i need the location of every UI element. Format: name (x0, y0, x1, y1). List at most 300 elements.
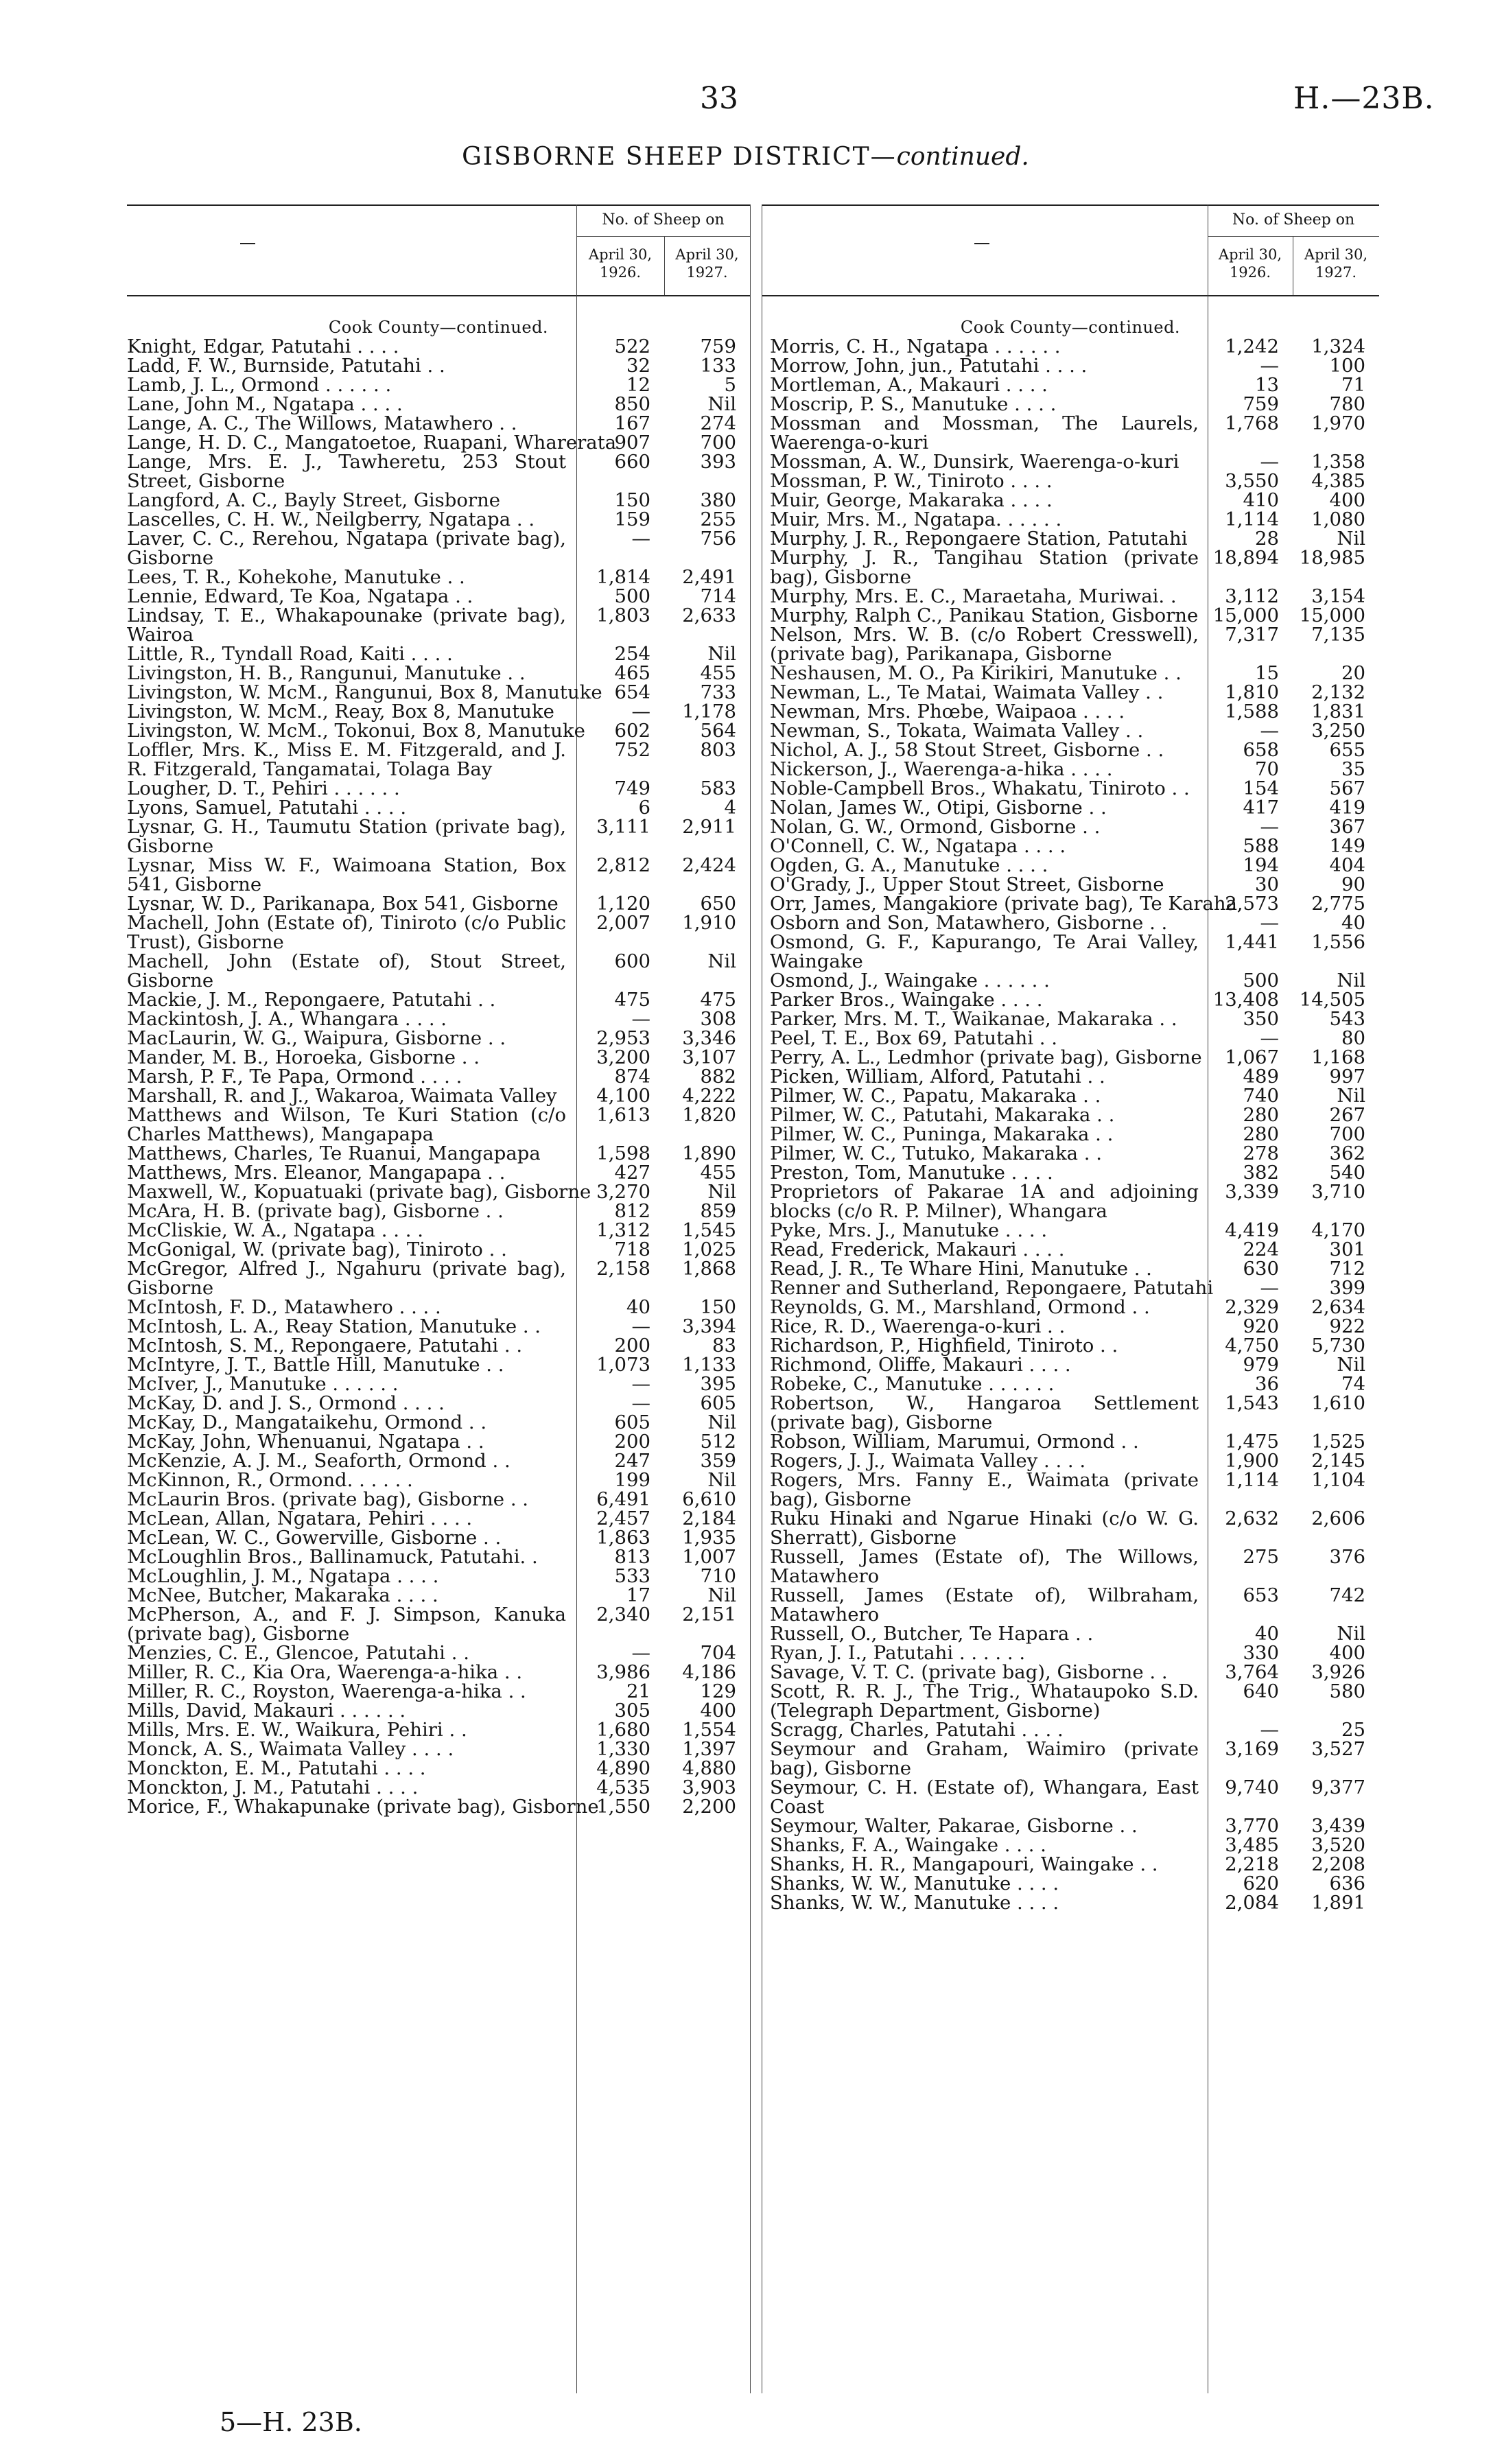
sheep-1926: 1,588 (1225, 701, 1279, 723)
sheep-1927: 6,610 (682, 1488, 736, 1510)
header-col-1926-line2: 1926. (1229, 264, 1271, 281)
table-row (762, 817, 1379, 836)
sheep-1926: 600 (614, 950, 650, 972)
sheep-1926: 200 (614, 1431, 650, 1453)
holder-name: Matthews, Charles, Te Ruanui, Mangapapa (127, 1142, 541, 1164)
sheep-1927: 376 (1329, 1546, 1365, 1568)
table-row (762, 1547, 1379, 1586)
table-row (127, 1490, 750, 1509)
table-row (762, 491, 1379, 510)
sheep-1926: 427 (614, 1162, 650, 1184)
sheep-1926: 4,890 (596, 1757, 650, 1779)
table-row (762, 1182, 1379, 1221)
table-row (127, 1470, 750, 1490)
table-row (127, 1201, 750, 1221)
sheep-1927: 18,985 (1299, 547, 1365, 569)
sheep-1927: 475 (700, 989, 736, 1011)
holder-name: Mossman, A. W., Dunsirk, Waerenga-o-kuri (770, 451, 1179, 473)
sheep-1926: 3,764 (1225, 1661, 1279, 1683)
holder-name: Lysnar, Miss W. F., Waimoana Station, Box 541, Gisborne (127, 854, 566, 895)
sheep-1926: 3,111 (596, 816, 650, 838)
sheep-1927: 997 (1329, 1066, 1365, 1088)
sheep-1926: 13,408 (1212, 989, 1279, 1011)
header-group-rule (576, 236, 750, 237)
header-group-label: No. of Sheep on (1232, 211, 1355, 228)
table-row (127, 587, 750, 606)
table-row (127, 856, 750, 894)
table-row (762, 1067, 1379, 1086)
sheep-1927: 580 (1329, 1680, 1365, 1702)
sheep-1927: 700 (700, 432, 736, 454)
table-row (127, 1682, 750, 1701)
sheep-1926: — (631, 528, 650, 550)
sheep-1927: 4,385 (1311, 470, 1365, 492)
holder-name: Savage, V. T. C. (private bag), Gisborne . . (770, 1661, 1168, 1683)
sheep-1926: 1,067 (1225, 1046, 1279, 1068)
sheep-1927: 3,527 (1311, 1738, 1365, 1760)
table-row (762, 1470, 1379, 1509)
holder-name: McIntosh, L. A., Reay Station, Manutuke . . (127, 1315, 541, 1337)
sheep-1927: Nil (707, 1584, 736, 1606)
holder-name: Lane, John M., Ngatapa . . . . (127, 393, 403, 415)
table-row (127, 1029, 750, 1048)
table-row (127, 1432, 750, 1451)
table-row (127, 1144, 750, 1163)
sheep-1926: 167 (614, 412, 650, 434)
header-col-1927-line1: April 30, (1304, 246, 1368, 263)
sheep-1927: 150 (700, 1296, 736, 1318)
holder-name: McIntosh, F. D., Matawhero . . . . (127, 1296, 441, 1318)
table-row (762, 894, 1379, 913)
table-row (762, 1105, 1379, 1125)
sheep-1926: 1,900 (1225, 1450, 1279, 1472)
holder-name: McAra, H. B. (private bag), Gisborne . . (127, 1200, 504, 1222)
table-row (762, 1509, 1379, 1547)
table-row (127, 779, 750, 798)
sheep-1927: Nil (707, 643, 736, 665)
table-row (762, 1009, 1379, 1029)
table-row (127, 702, 750, 721)
table-row (127, 990, 750, 1009)
sheep-1926: 6,491 (596, 1488, 650, 1510)
table-row (127, 721, 750, 740)
table-row (762, 1086, 1379, 1105)
sheep-1927: 710 (700, 1565, 736, 1587)
table-row (762, 664, 1379, 683)
right-table-body (762, 318, 1379, 1912)
sheep-1926: — (1260, 1027, 1279, 1049)
sheep-1927: 20 (1341, 662, 1365, 684)
sheep-1926: 3,485 (1225, 1834, 1279, 1856)
holder-name: McPherson, A., and F. J. Simpson, Kanuka (private bag), Gisborne (127, 1604, 566, 1645)
footer-code: 5—H. 23B. (220, 2407, 362, 2437)
sheep-1926: — (631, 1373, 650, 1395)
holder-name: Monckton, J. M., Patutahi . . . . (127, 1776, 419, 1798)
sheep-1927: 4,170 (1311, 1219, 1365, 1241)
table-row (127, 1374, 750, 1394)
holder-name: Livingston, H. B., Rangunui, Manutuke . . (127, 662, 526, 684)
holder-name: McGonigal, W. (private bag), Tiniroto . . (127, 1239, 507, 1260)
table-row (127, 1778, 750, 1797)
table-row (762, 1451, 1379, 1470)
sheep-1927: 100 (1329, 355, 1365, 377)
sheep-1926: 759 (1243, 393, 1279, 415)
sheep-1926: 2,812 (596, 854, 650, 876)
table-row (762, 587, 1379, 606)
holder-name: Seymour, Walter, Pakarae, Gisborne . . (770, 1815, 1138, 1837)
holder-name: McLaurin Bros. (private bag), Gisborne . . (127, 1488, 529, 1510)
table-row (127, 510, 750, 529)
table-row (127, 1451, 750, 1470)
holder-name: Ruku Hinaki and Ngarue Hinaki (c/o W. G. Sherratt), Gisborne (770, 1507, 1199, 1549)
holder-name: Pilmer, W. C., Patutahi, Makaraka . . (770, 1104, 1115, 1126)
sheep-1927: 367 (1329, 816, 1365, 838)
holder-name: Mackie, J. M., Repongaere, Patutahi . . (127, 989, 496, 1011)
sheep-1927: 2,145 (1311, 1450, 1365, 1472)
holder-name: Lange, A. C., The Willows, Matawhero . . (127, 412, 517, 434)
holder-name: Langford, A. C., Bayly Street, Gisborne (127, 489, 501, 511)
header-col-1927 (1293, 246, 1379, 281)
holder-name: Renner and Sutherland, Repongaere, Patutahi (770, 1277, 1214, 1299)
holder-name: Murphy, Mrs. E. C., Maraetaha, Muriwai. . (770, 585, 1177, 607)
sheep-1927: 4,186 (682, 1661, 736, 1683)
table-row (127, 683, 750, 702)
table-row (762, 1144, 1379, 1163)
sheep-1926: 2,329 (1225, 1296, 1279, 1318)
sheep-1926: 200 (614, 1335, 650, 1357)
sheep-1927: 129 (700, 1680, 736, 1702)
holder-name: McKinnon, R., Ormond. . . . . . (127, 1469, 413, 1491)
page-title (0, 143, 1491, 171)
header-col-1926 (576, 246, 664, 281)
sheep-1926: 3,986 (596, 1661, 650, 1683)
holder-name: McKay, John, Whenuanui, Ngatapa . . (127, 1431, 484, 1453)
table-row (127, 395, 750, 414)
holder-name: Russell, James (Estate of), The Willows, Matawhero (770, 1546, 1199, 1587)
holder-name: Matthews, Mrs. Eleanor, Mangapapa . . (127, 1162, 506, 1184)
table-row (762, 1855, 1379, 1874)
sheep-1926: 2,007 (596, 912, 650, 934)
table-row (127, 1048, 750, 1067)
table-row (127, 1221, 750, 1240)
sheep-1926: 278 (1243, 1142, 1279, 1164)
sheep-1927: 3,439 (1311, 1815, 1365, 1837)
sheep-1927: 2,634 (1311, 1296, 1365, 1318)
holder-name: Newman, Mrs. Phœbe, Waipaoa . . . . (770, 701, 1125, 723)
holder-name: Pilmer, W. C., Papatu, Makaraka . . (770, 1085, 1101, 1107)
sheep-1927: Nil (1337, 528, 1365, 550)
sheep-1926: 17 (626, 1584, 650, 1606)
header-group-label: No. of Sheep on (602, 211, 725, 228)
table-row (762, 1394, 1379, 1432)
table-row (762, 1259, 1379, 1278)
table-row (127, 817, 750, 856)
holder-name: Shanks, H. R., Mangapouri, Waingake . . (770, 1853, 1158, 1875)
sheep-1927: 2,491 (682, 566, 736, 588)
holder-name: Murphy, Ralph C., Panikau Station, Gisborne (770, 605, 1199, 626)
table-row (127, 529, 750, 567)
sheep-1927: 2,200 (682, 1796, 736, 1818)
sheep-1926: 350 (1243, 1008, 1279, 1030)
sheep-1927: 859 (700, 1200, 736, 1222)
sheep-1927: 308 (700, 1008, 736, 1030)
sheep-1926: 1,073 (596, 1354, 650, 1376)
holder-name: Rogers, J. J., Waimata Valley . . . . (770, 1450, 1086, 1472)
sheep-1927: 1,935 (682, 1527, 736, 1549)
sheep-1927: 759 (700, 336, 736, 357)
sheep-1927: 400 (700, 1700, 736, 1722)
sheep-1927: 4,880 (682, 1757, 736, 1779)
right-column (762, 204, 1379, 2393)
header-rule-top (127, 204, 750, 206)
sheep-1926: 653 (1243, 1584, 1279, 1606)
table-row (127, 1067, 750, 1086)
table-row (127, 644, 750, 664)
holder-name: Noble-Campbell Bros., Whakatu, Tiniroto . . (770, 777, 1190, 799)
sheep-1926: — (631, 1315, 650, 1337)
holder-name: Nelson, Mrs. W. B. (c/o Robert Cresswell), (private bag), Parikanapa, Gisborne (770, 624, 1199, 665)
sheep-1927: 3,710 (1311, 1181, 1365, 1203)
table-row (762, 510, 1379, 529)
sheep-1926: 920 (1243, 1315, 1279, 1337)
sheep-1927: 583 (700, 777, 736, 799)
holder-name: Livingston, W. McM., Tokonui, Box 8, Manutuke (127, 720, 585, 742)
holder-name: Lamb, J. L., Ormond . . . . . . (127, 374, 392, 396)
holder-name: Monckton, E. M., Patutahi . . . . (127, 1757, 426, 1779)
table-row (127, 1259, 750, 1298)
table-row (762, 1298, 1379, 1317)
table-row (127, 1182, 750, 1201)
sheep-1927: 2,775 (1311, 893, 1365, 915)
sheep-1927: 3,520 (1311, 1834, 1365, 1856)
holder-name: Nickerson, J., Waerenga-a-hika . . . . (770, 758, 1113, 780)
sheep-1927: 712 (1329, 1258, 1365, 1280)
table-row (762, 1874, 1379, 1893)
holder-name: McKay, D. and J. S., Ormond . . . . (127, 1392, 445, 1414)
sheep-1926: 640 (1243, 1680, 1279, 1702)
sheep-1927: 1,970 (1311, 412, 1365, 434)
sheep-1926: — (631, 1008, 650, 1030)
holder-name: Scott, R. R. J., The Trig., Whataupoko S.D. (Telegraph Department, Gisborne) (770, 1680, 1199, 1722)
holder-name: Richardson, P., Highfield, Tiniroto . . (770, 1335, 1118, 1357)
table-row (762, 760, 1379, 779)
sheep-1926: 465 (614, 662, 650, 684)
sheep-1926: 6 (638, 797, 650, 819)
table-row (127, 1394, 750, 1413)
sheep-1926: 159 (614, 508, 650, 530)
section-heading: Cook County—continued. (328, 318, 549, 337)
sheep-1926: — (1260, 816, 1279, 838)
table-row (127, 1797, 750, 1816)
sheep-1927: 3,346 (682, 1027, 736, 1049)
table-row (762, 1240, 1379, 1259)
table-row (762, 1835, 1379, 1855)
holder-name: Nolan, G. W., Ormond, Gisborne . . (770, 816, 1101, 838)
sheep-1927: 1,891 (1311, 1892, 1365, 1914)
sheep-1926: 4,419 (1225, 1219, 1279, 1241)
sheep-1927: 1,610 (1311, 1392, 1365, 1414)
table-row (762, 471, 1379, 491)
sheep-1926: — (1260, 912, 1279, 934)
sheep-1926: — (631, 1642, 650, 1664)
table-row (762, 990, 1379, 1009)
table-row (762, 1778, 1379, 1816)
sheep-1927: 14,505 (1299, 989, 1365, 1011)
header-col-1927-line2: 1927. (1315, 264, 1357, 281)
holder-name: Preston, Tom, Manutuke . . . . (770, 1162, 1053, 1184)
sheep-1927: 133 (700, 355, 736, 377)
sheep-1926: 2,218 (1225, 1853, 1279, 1875)
header-col-1927 (664, 246, 750, 281)
holder-name: Orr, James, Mangakiore (private bag), Te Karaha (770, 893, 1238, 915)
holder-name: McLoughlin Bros., Ballinamuck, Patutahi. . (127, 1546, 538, 1568)
holder-name: Nichol, A. J., 58 Stout Street, Gisborne . . (770, 739, 1164, 761)
table-row (762, 702, 1379, 721)
table-row (762, 606, 1379, 625)
sheep-1926: 533 (614, 1565, 650, 1587)
table-row (762, 1125, 1379, 1144)
sheep-1926: 330 (1243, 1642, 1279, 1664)
sheep-1926: 749 (614, 777, 650, 799)
sheep-1927: 404 (1329, 854, 1365, 876)
sheep-1926: 1,114 (1225, 508, 1279, 530)
sheep-1926: 475 (614, 989, 650, 1011)
holder-name: Newman, S., Tokata, Waimata Valley . . (770, 720, 1144, 742)
sheep-1926: 150 (614, 489, 650, 511)
sheep-1926: 718 (614, 1239, 650, 1260)
holder-name: Moscrip, P. S., Manutuke . . . . (770, 393, 1057, 415)
sheep-1926: 979 (1243, 1354, 1279, 1376)
sheep-1927: 400 (1329, 489, 1365, 511)
table-row (762, 1663, 1379, 1682)
section-heading: Cook County—continued. (960, 318, 1181, 337)
sheep-1926: 1,441 (1225, 931, 1279, 953)
sheep-1926: 3,200 (596, 1046, 650, 1068)
holder-name: O'Connell, C. W., Ngatapa . . . . (770, 835, 1066, 857)
sheep-1927: 80 (1341, 1027, 1365, 1049)
sheep-1927: 636 (1329, 1873, 1365, 1894)
right-rows (762, 337, 1379, 1912)
holder-name: Mills, David, Makauri . . . . . . (127, 1700, 406, 1722)
holder-name: Lyons, Samuel, Patutahi . . . . (127, 797, 407, 819)
table-row (762, 1221, 1379, 1240)
sheep-1926: — (631, 1392, 650, 1414)
sheep-1926: 247 (614, 1450, 650, 1472)
sheep-1926: 70 (1255, 758, 1279, 780)
sheep-1926: 2,632 (1225, 1507, 1279, 1529)
holder-name: Morice, F., Whakapunake (private bag), Gisborne (127, 1796, 599, 1818)
sheep-1926: 30 (1255, 873, 1279, 895)
sheep-1927: 803 (700, 739, 736, 761)
sheep-1926: 254 (614, 643, 650, 665)
holder-name: Picken, William, Alford, Patutahi . . (770, 1066, 1105, 1088)
sheep-1927: 564 (700, 720, 736, 742)
sheep-1927: Nil (1337, 1085, 1365, 1107)
table-row (127, 1298, 750, 1317)
sheep-1927: 71 (1341, 374, 1365, 396)
sheep-1927: 419 (1329, 797, 1365, 819)
table-row (762, 414, 1379, 452)
sheep-1927: 655 (1329, 739, 1365, 761)
table-row (762, 625, 1379, 664)
sheep-1927: 540 (1329, 1162, 1365, 1184)
sheep-1926: 410 (1243, 489, 1279, 511)
holder-name: Machell, John (Estate of), Tiniroto (c/o Public Trust), Gisborne (127, 912, 566, 953)
table-row (762, 1893, 1379, 1912)
sheep-1927: 756 (700, 528, 736, 550)
holder-name: McCliskie, W. A., Ngatapa . . . . (127, 1219, 423, 1241)
sheep-1926: 154 (1243, 777, 1279, 799)
sheep-1927: 3,154 (1311, 585, 1365, 607)
sheep-1926: 489 (1243, 1066, 1279, 1088)
sheep-1927: 399 (1329, 1277, 1365, 1299)
table-row (127, 664, 750, 683)
sheep-1927: 882 (700, 1066, 736, 1088)
sheep-1927: 1,007 (682, 1546, 736, 1568)
sheep-1926: — (1260, 1277, 1279, 1299)
sheep-1927: 74 (1341, 1373, 1365, 1395)
table-row (762, 683, 1379, 702)
holder-name: Russell, James (Estate of), Wilbraham, Matawhero (770, 1584, 1199, 1626)
holder-name: McLoughlin, J. M., Ngatapa . . . . (127, 1565, 439, 1587)
sheep-1927: 1,831 (1311, 701, 1365, 723)
sheep-1926: 7,317 (1225, 624, 1279, 646)
sheep-1926: — (631, 701, 650, 723)
page-number: 33 (700, 81, 738, 116)
table-row (127, 1605, 750, 1643)
table-row (127, 1163, 750, 1182)
holder-name: Morrow, John, jun., Patutahi . . . . (770, 355, 1088, 377)
sheep-1927: 1,820 (682, 1104, 736, 1126)
sheep-1927: 543 (1329, 1008, 1365, 1030)
table-row (127, 798, 750, 817)
sheep-1926: 500 (614, 585, 650, 607)
sheep-1926: 1,242 (1225, 336, 1279, 357)
table-row (127, 1086, 750, 1105)
table-row (762, 836, 1379, 856)
sheep-1927: 714 (700, 585, 736, 607)
sheep-1927: 255 (700, 508, 736, 530)
table-row (762, 1739, 1379, 1778)
header-rule-top (762, 204, 1379, 206)
table-row (127, 356, 750, 375)
sheep-1926: 2,158 (596, 1258, 650, 1280)
sheep-1926: 382 (1243, 1162, 1279, 1184)
holder-name: Monck, A. S., Waimata Valley . . . . (127, 1738, 454, 1760)
holder-name: Lysnar, G. H., Taumutu Station (private bag), Gisborne (127, 816, 566, 857)
holder-name: Parker Bros., Waingake . . . . (770, 989, 1043, 1011)
sheep-1926: 40 (1255, 1623, 1279, 1645)
sheep-1926: 4,750 (1225, 1335, 1279, 1357)
sheep-1927: 9,377 (1311, 1776, 1365, 1798)
table-row (762, 548, 1379, 587)
sheep-1926: — (1260, 355, 1279, 377)
sheep-1926: 15 (1255, 662, 1279, 684)
holder-name: Miller, R. C., Royston, Waerenga-a-hika . . (127, 1680, 526, 1702)
sheep-1927: Nil (1337, 970, 1365, 992)
left-column (127, 204, 750, 2393)
sheep-1926: 588 (1243, 835, 1279, 857)
sheep-1927: 1,133 (682, 1354, 736, 1376)
table-row (127, 567, 750, 587)
table-row (762, 856, 1379, 875)
holder-name: Mander, M. B., Horoeka, Gisborne . . (127, 1046, 480, 1068)
sheep-1927: 1,554 (682, 1719, 736, 1741)
sheep-1927: 1,324 (1311, 336, 1365, 357)
holder-name: Lennie, Edward, Te Koa, Ngatapa . . (127, 585, 473, 607)
holder-name: Mackintosh, J. A., Whangara . . . . (127, 1008, 447, 1030)
sheep-1927: 2,132 (1311, 681, 1365, 703)
